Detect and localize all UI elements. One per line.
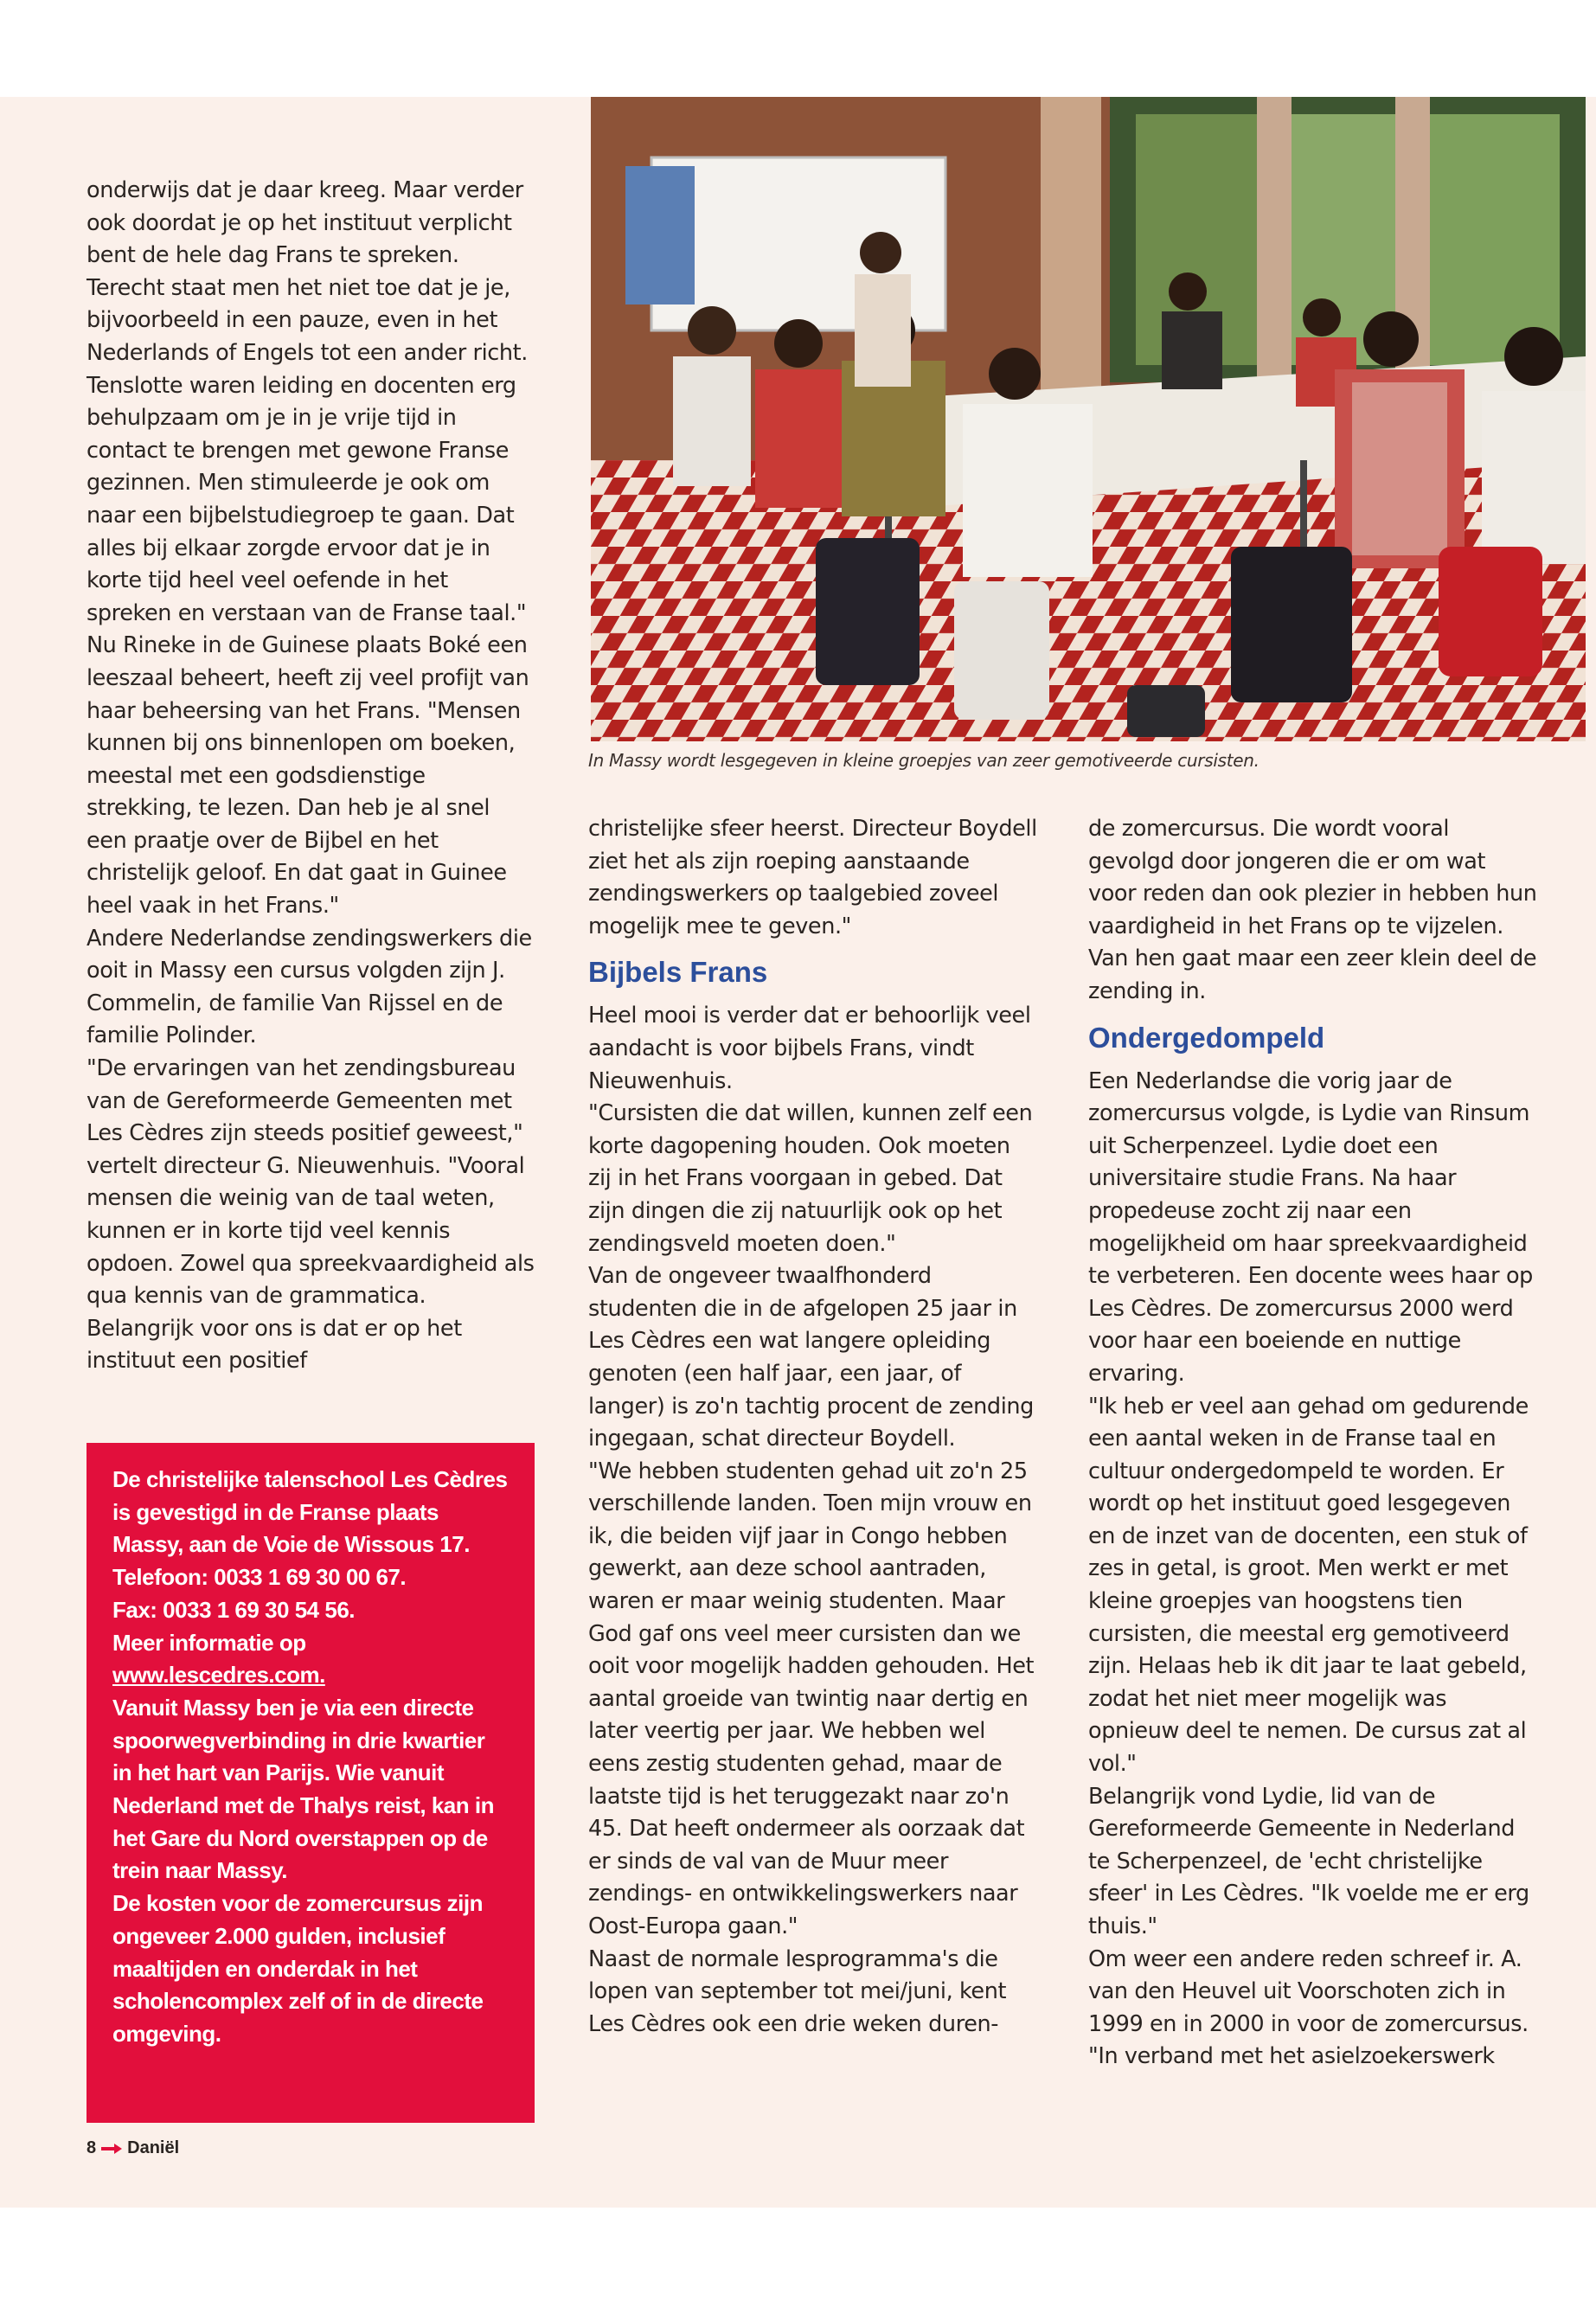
info-box (87, 1443, 535, 2123)
paragraph: christelijke sfeer heerst. Directeur Boydell ziet het als zijn roeping aanstaande zendingswerkers op taalgebied zoveel mogelijk mee te geven." (588, 816, 1037, 939)
section-heading: Ondergedompeld (1088, 1021, 1325, 1054)
info-travel: Vanuit Massy ben je via een directe spoorwegverbinding in drie kwartier in het hart van Parijs. Wie vanuit Nederland met de Thalys reist, kan in het Gare du Nord overstappen op de trein naar Massy. (112, 1694, 494, 1884)
info-costs: De kosten voor de zomercursus zijn ongeveer 2.000 gulden, inclusief maaltijden en onderdak in het scholencomplex zelf of in de directe omgeving. (112, 1890, 484, 2047)
classroom-photo (591, 97, 1586, 741)
paragraph: Nu Rineke in de Guinese plaats Boké een leeszaal beheert, heeft zij veel profijt van haar beheersing van het Frans. "Mensen kunnen bij ons binnenlopen om boeken, meestal met een godsdienstige strekking, te lezen. Dan heb je al snel een praatje over de Bijbel en het christelijk geloof. En dat gaat in Guinee heel vaak in het Frans." (87, 632, 529, 920)
paragraph: Om weer een andere reden schreef ir. A. van den Heuvel uit Voorschoten zich in 1999 en in 2000 in voor de zomercursus. (1088, 1945, 1529, 2037)
article-column-1 (87, 175, 536, 1378)
section-heading: Bijbels Frans (588, 956, 768, 989)
arrow-right-icon (101, 2144, 122, 2154)
paragraph: "Ik heb er veel aan gehad om gedurende een aantal weken in de Franse taal en cultuur ondergedompeld te worden. Er wordt op het instituut goed lesgegeven en de inzet van de docenten, een stuk of zes in getal, is groot. Men werkt er met kleine groepjes van hoogstens tien cursisten, die meestal erg gemotiveerd zijn. Helaas heb ik dit jaar te laat gebeld, zodat het niet meer mogelijk was opnieuw deel te nemen. De cursus zat al vol." (1088, 1393, 1529, 1778)
page-footer (87, 2138, 179, 2158)
paragraph: "De ervaringen van het zendingsbureau van de Gereformeerde Gemeenten met Les Cèdres zijn steeds positief geweest," vertelt directeur G. Nieuwenhuis. "Vooral mensen die weinig van de taal weten, kunnen er in korte tijd veel kennis opdoen. Zowel qua spreekvaardigheid als qua kennis van de grammatica. Belangrijk voor ons is dat er op het instituut een positief (87, 1055, 535, 1375)
paragraph: Van de ongeveer twaalfhonderd studenten die in de afgelopen 25 jaar in Les Cèdres een wat langere opleiding genoten (een half jaar, een jaar, of langer) is zo'n tachtig procent de zending ingegaan, schat directeur Boydell. (588, 1263, 1034, 1452)
info-fax: Fax: 0033 1 69 30 54 56. (112, 1596, 356, 1623)
info-more: Meer informatie op (112, 1629, 306, 1656)
paragraph: Belangrijk vond Lydie, lid van de Gereformeerde Gemeente in Nederland te Scherpenzeel, de 'echt christelijke sfeer' in Les Cèdres. "Ik voelde me er erg thuis." (1088, 1783, 1529, 1939)
paragraph: "Cursisten die dat willen, kunnen zelf een korte dagopening houden. Ook moeten zij in het Frans voorgaan in gebed. Dat zijn dingen die zij natuurlijk ook op het zendingsveld moeten doen." (588, 1100, 1033, 1257)
paragraph: Naast de normale lesprogramma's die lopen van september tot mei/juni, kent Les Cèdres ook een drie weken duren- (588, 1945, 1007, 2037)
article-column-3 (1088, 813, 1538, 2073)
paragraph: Een Nederlandse die vorig jaar de zomercursus volgde, is Lydie van Rinsum uit Scherpenzeel. Lydie doet een universitaire studie Frans. Na haar propedeuse zocht zij naar een mogelijkheid om haar spreekvaardigheid te verbeteren. Een docente wees haar op Les Cèdres. De zomercursus 2000 werd voor haar een boeiende en nuttige ervaring. (1088, 1067, 1533, 1387)
paragraph: onderwijs dat je daar kreeg. Maar verder ook doordat je op het instituut verplicht bent de hele dag Frans te spreken. Terecht staat men het niet toe dat je je, bijvoorbeeld in een pauze, even in het Nederlands of Engels tot een ander richt. Tenslotte waren leiding en docenten erg behulpzaam om je in je vrije tijd in contact te brengen met gewone Franse gezinnen. Men stimuleerde je ook om naar een bijbelstudiegroep te gaan. Dat alles bij elkaar zorgde ervoor dat je in korte tijd heel veel oefende in het spreken en verstaan van de Franse taal." (87, 177, 528, 626)
page-number: 8 (87, 2138, 97, 2157)
photo-caption: In Massy wordt lesgegeven in kleine groepjes van zeer gemotiveerde cursisten. (588, 750, 1259, 771)
magazine-name: Daniël (127, 2138, 180, 2157)
article-column-2 (588, 813, 1038, 2041)
info-phone: Telefoon: 0033 1 69 30 00 67. (112, 1564, 407, 1591)
paragraph: "We hebben studenten gehad uit zo'n 25 verschillende landen. Toen mijn vrouw en ik, die beiden vijf jaar in Congo hebben gewerkt, aan deze school aantraden, waren er maar weinig studenten. Maar God gaf ons veel meer cursisten dan we ooit voor mogelijk hadden gehouden. Het aantal groeide van twintig naar dertig en later veertig per jaar. We hebben wel eens zestig studenten gehad, maar de laatste tijd is het teruggezakt naar zo'n 45. Dat heeft ondermeer als oorzaak dat er sinds de val van de Muur meer zendings- en ontwikkelingswerkers naar Oost-Europa gaan." (588, 1458, 1035, 1939)
info-address: De christelijke talenschool Les Cèdres is gevestigd in de Franse plaats Massy, aan de Voie de Wissous 17. (112, 1466, 508, 1558)
paragraph: Andere Nederlandse zendingswerkers die ooit in Massy een cursus volgden zijn J. Commelin, de familie Van Rijssel en de familie Polinder. (87, 925, 532, 1049)
paragraph: Heel mooi is verder dat er behoorlijk veel aandacht is voor bijbels Frans, vindt Nieuwenhuis. (588, 1003, 1031, 1094)
paragraph: "In verband met het asielzoekerswerk (1088, 2043, 1495, 2070)
info-website-link[interactable]: www.lescedres.com. (112, 1662, 325, 1689)
paragraph: de zomercursus. Die wordt vooral gevolgd door jongeren die er om wat voor reden dan ook plezier in hebben hun vaardigheid in het Frans op te vijzelen. Van hen gaat maar een zeer klein deel de zending in. (1088, 816, 1537, 1004)
